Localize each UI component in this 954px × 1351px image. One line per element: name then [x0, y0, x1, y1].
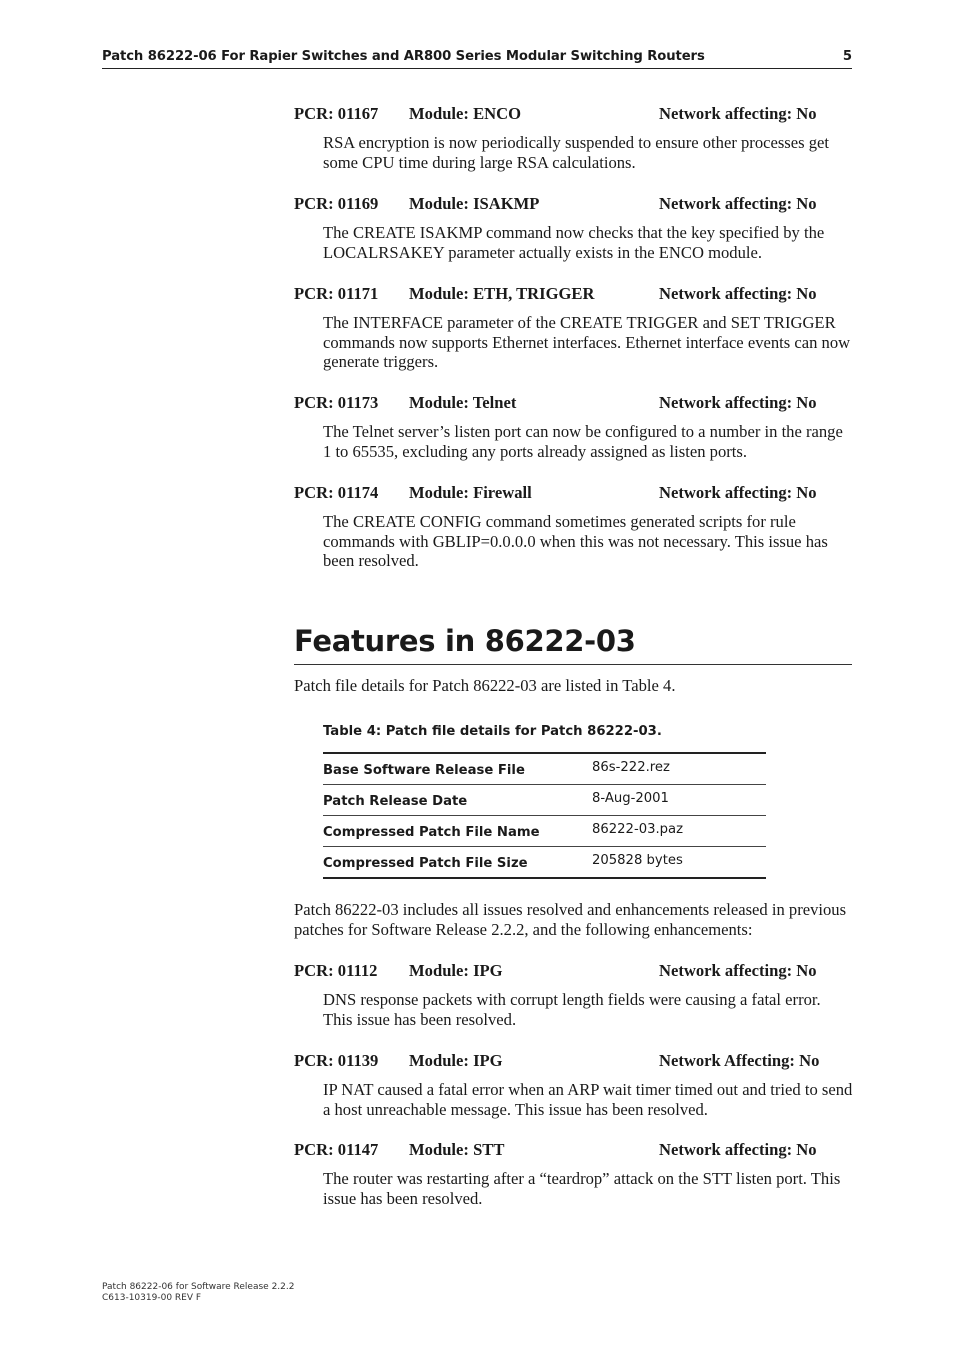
- pcr-description: The Telnet server’s listen port can now be configured to a number in the range 1 to 65535, excluding any ports already assigned as listen ports.: [323, 422, 843, 461]
- pcr-entry: [294, 104, 854, 172]
- pcr-header-line: [294, 104, 854, 124]
- pcr-entry: [294, 1051, 854, 1119]
- table-value: 205828 bytes: [592, 847, 766, 879]
- pcr-network-affecting: Network affecting: No: [659, 1140, 817, 1159]
- pcr-description: DNS response packets with corrupt length fields were causing a fatal error. This issue has been resolved.: [323, 990, 821, 1029]
- pcr-entry: [294, 961, 854, 1029]
- pcr-entry: [294, 194, 854, 262]
- pcr-description: The CREATE ISAKMP command now checks that the key specified by the LOCALRSAKEY parameter actually exists in the ENCO module.: [323, 223, 825, 262]
- pcr-description: RSA encryption is now periodically suspended to ensure other processes get some CPU time during large RSA calculations.: [323, 133, 830, 172]
- footer-line-1: Patch 86222-06 for Software Release 2.2.2: [102, 1282, 295, 1292]
- pcr-header-line: [294, 1051, 854, 1071]
- table-row: [323, 785, 766, 816]
- table-key: Patch Release Date: [323, 785, 592, 816]
- enhancements-paragraph: Patch 86222-03 includes all issues resolved and enhancements released in previous patches for Software Release 2.2.2, and the following enhancements:: [294, 900, 847, 939]
- table-value: 86222-03.paz: [592, 816, 766, 847]
- pcr-number: PCR: 01167: [294, 104, 379, 123]
- page-number: 5: [842, 49, 852, 64]
- section-heading: Features in 86222-03: [294, 624, 852, 665]
- table-caption: Table 4: Patch file details for Patch 86222-03.: [323, 724, 662, 739]
- footer-line-2: C613-10319-00 REV F: [102, 1293, 202, 1303]
- pcr-number: PCR: 01171: [294, 284, 379, 303]
- pcr-description: The router was restarting after a “teardrop” attack on the STT listen port. This issue has been resolved.: [323, 1169, 841, 1208]
- pcr-description: The INTERFACE parameter of the CREATE TRIGGER and SET TRIGGER commands now supports Ethernet interfaces. Ethernet interface events can now generate triggers.: [323, 313, 851, 372]
- table-key: Base Software Release File: [323, 762, 525, 778]
- pcr-header-line: [294, 483, 854, 503]
- pcr-number: PCR: 01139: [294, 1051, 379, 1070]
- table-row: [323, 816, 766, 847]
- pcr-network-affecting: Network affecting: No: [659, 961, 817, 980]
- section-intro: Patch file details for Patch 86222-03 are listed in Table 4.: [294, 676, 676, 695]
- table-row: [323, 847, 766, 879]
- pcr-number: PCR: 01112: [294, 961, 378, 980]
- pcr-header-line: [294, 393, 854, 413]
- pcr-entry: [294, 284, 854, 372]
- pcr-module: Module: STT: [409, 1140, 505, 1159]
- pcr-description: The CREATE CONFIG command sometimes generated scripts for rule commands with GBLIP=0.0.0.0 when this was not necessary. This issue has been resolved.: [323, 512, 828, 571]
- pcr-module: Module: ISAKMP: [409, 194, 540, 213]
- pcr-network-affecting: Network affecting: No: [659, 104, 817, 123]
- pcr-network-affecting: Network affecting: No: [659, 284, 817, 303]
- pcr-module: Module: ETH, TRIGGER: [409, 284, 595, 303]
- pcr-number: PCR: 01174: [294, 483, 379, 502]
- page-footer: [102, 1282, 294, 1304]
- table-value: 86s-222.rez: [592, 760, 670, 775]
- pcr-header-line: [294, 1140, 854, 1160]
- pcr-network-affecting: Network Affecting: No: [659, 1051, 820, 1070]
- table-row: [323, 753, 766, 785]
- pcr-module: Module: IPG: [409, 1051, 503, 1070]
- pcr-header-line: [294, 194, 854, 214]
- pcr-header-line: [294, 284, 854, 304]
- pcr-module: Module: Telnet: [409, 393, 517, 412]
- pcr-entry: [294, 483, 854, 571]
- pcr-module: Module: ENCO: [409, 104, 522, 123]
- pcr-number: PCR: 01169: [294, 194, 379, 213]
- pcr-network-affecting: Network affecting: No: [659, 483, 817, 502]
- pcr-entry: [294, 393, 854, 461]
- page-header: [102, 48, 852, 69]
- table-value: 8-Aug-2001: [592, 785, 766, 816]
- pcr-entry: [294, 1140, 854, 1208]
- pcr-network-affecting: Network affecting: No: [659, 393, 817, 412]
- table-key: Compressed Patch File Name: [323, 816, 592, 847]
- pcr-module: Module: IPG: [409, 961, 503, 980]
- patch-details-table: [323, 752, 766, 879]
- pcr-module: Module: Firewall: [409, 483, 532, 502]
- pcr-header-line: [294, 961, 854, 981]
- table-key: Compressed Patch File Size: [323, 847, 592, 879]
- pcr-number: PCR: 01173: [294, 393, 379, 412]
- header-title: Patch 86222-06 For Rapier Switches and AR800 Series Modular Switching Routers: [102, 49, 705, 64]
- pcr-network-affecting: Network affecting: No: [659, 194, 817, 213]
- pcr-number: PCR: 01147: [294, 1140, 379, 1159]
- pcr-description: IP NAT caused a fatal error when an ARP wait timer timed out and tried to send a host unreachable message. This issue has been resolved.: [323, 1080, 853, 1119]
